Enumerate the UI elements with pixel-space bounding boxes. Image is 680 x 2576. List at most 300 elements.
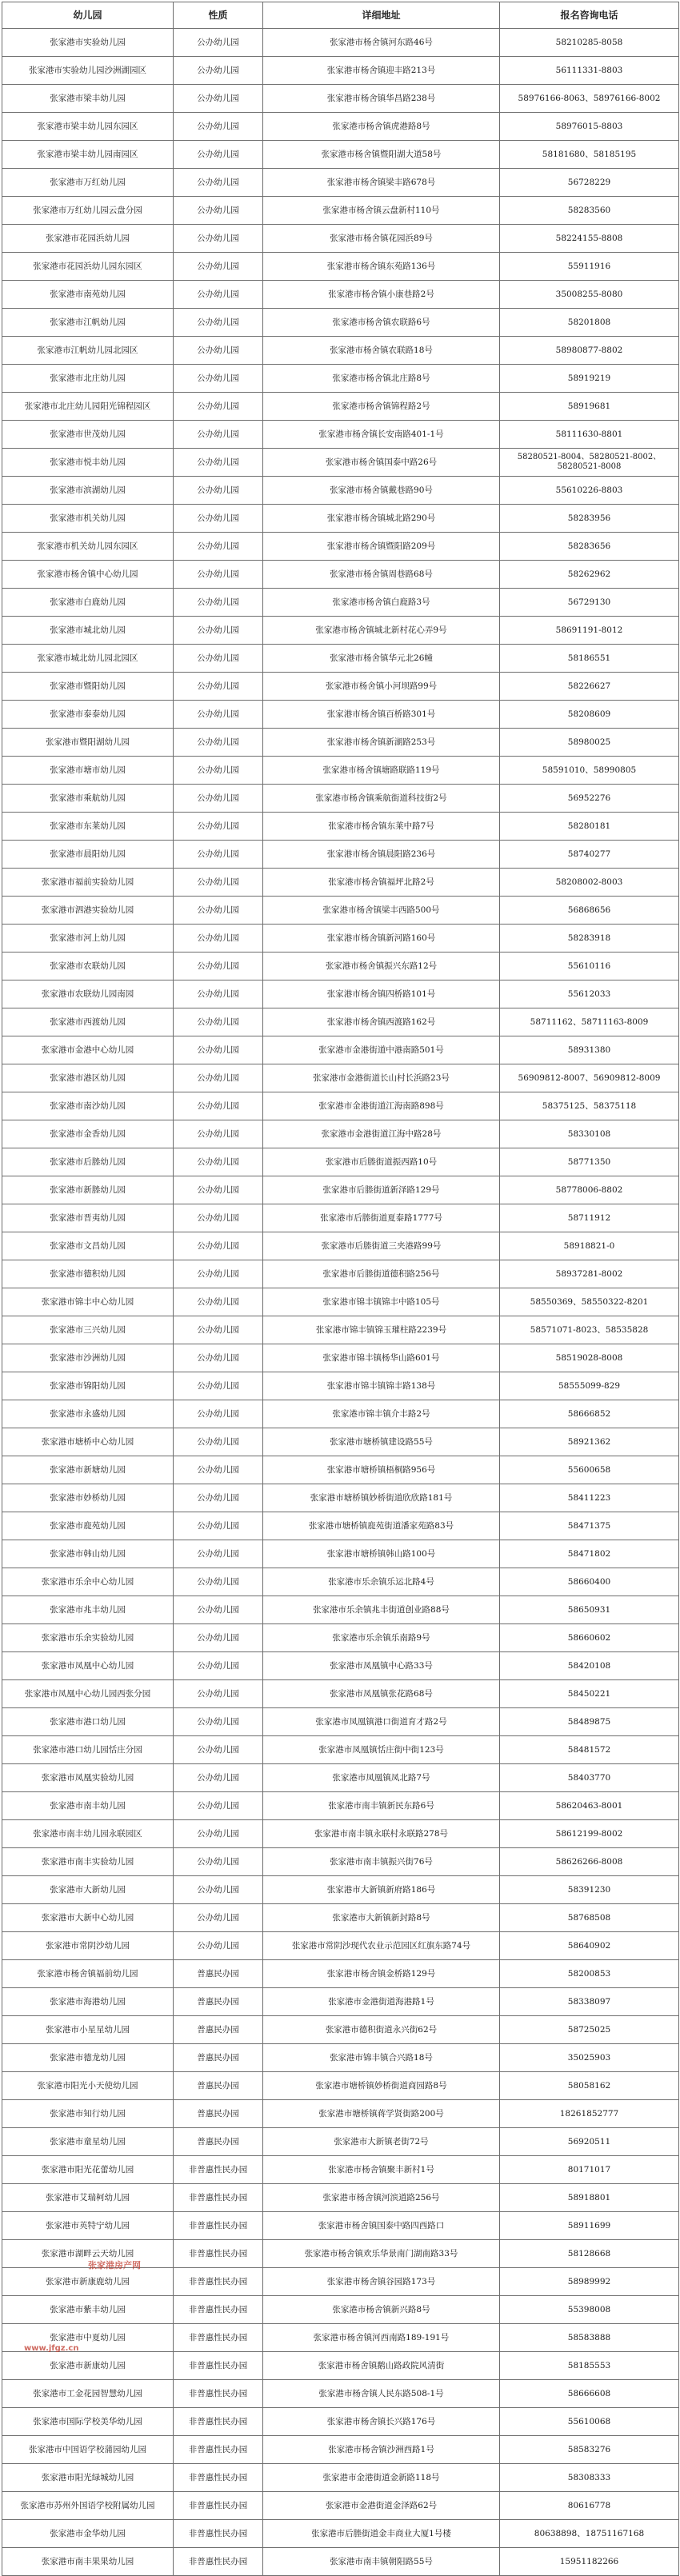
- table-row: [2, 365, 679, 393]
- cell-phone: 58226627: [500, 673, 679, 701]
- cell-phone: 58919681: [500, 393, 679, 421]
- cell-phone: 58208002-8003: [500, 869, 679, 897]
- cell-kindergarten: 张家港市韩山幼儿园: [2, 1540, 174, 1568]
- table-row: [2, 673, 679, 701]
- table-row: [2, 1848, 679, 1876]
- table-row: [2, 1540, 679, 1568]
- cell-address: 张家港市杨舍镇国泰中路四西路口: [263, 2212, 500, 2240]
- table-row: [2, 2072, 679, 2100]
- cell-phone: 58650931: [500, 1596, 679, 1624]
- table-body: [2, 29, 679, 2576]
- cell-address: 张家港市杨舍镇虎港路8号: [263, 113, 500, 141]
- cell-nature: 公办幼儿园: [174, 1036, 263, 1064]
- cell-kindergarten: 张家港市福前实验幼儿园: [2, 869, 174, 897]
- table-row: [2, 477, 679, 505]
- table-row: [2, 1764, 679, 1792]
- cell-kindergarten: 张家港市泗港实验幼儿园: [2, 897, 174, 925]
- cell-nature: 普惠民办园: [174, 1988, 263, 2016]
- cell-address: 张家港市塘桥镇妙桥街道商园路8号: [263, 2072, 500, 2100]
- cell-kindergarten: 张家港市乐余中心幼儿园: [2, 1568, 174, 1596]
- site-watermark-url: www.jfgz.cn: [24, 2344, 79, 2353]
- cell-phone: 56868656: [500, 897, 679, 925]
- cell-nature: 非普惠性民办园: [174, 2240, 263, 2268]
- cell-address: 张家港市金港街道金新路118号: [263, 2464, 500, 2492]
- cell-phone: 58128668: [500, 2240, 679, 2268]
- cell-phone: 58481572: [500, 1736, 679, 1764]
- table-row: [2, 1736, 679, 1764]
- cell-phone: 58208609: [500, 701, 679, 729]
- cell-kindergarten: 张家港市南丰幼儿园永联园区: [2, 1820, 174, 1848]
- cell-phone: 58919219: [500, 365, 679, 393]
- cell-nature: 公办幼儿园: [174, 449, 263, 477]
- cell-address: 张家港市杨舍镇暨阳路209号: [263, 533, 500, 561]
- cell-kindergarten: 张家港市梁丰幼儿园: [2, 85, 174, 113]
- cell-kindergarten: 张家港市港口幼儿园: [2, 1708, 174, 1736]
- table-row: [2, 2380, 679, 2408]
- cell-nature: 公办幼儿园: [174, 421, 263, 449]
- table-row: [2, 197, 679, 225]
- cell-phone: 58280521-8004、58280521-8002、58280521-8008: [500, 449, 679, 477]
- table-row: [2, 701, 679, 729]
- cell-phone: 58918821-0: [500, 1232, 679, 1260]
- cell-nature: 非普惠性民办园: [174, 2268, 263, 2296]
- cell-address: 张家港市大新镇新封路8号: [263, 1904, 500, 1932]
- cell-address: 张家港市后塍街道金丰商业大厦1号楼: [263, 2520, 500, 2548]
- cell-kindergarten: 张家港市三兴幼儿园: [2, 1316, 174, 1344]
- cell-kindergarten: 张家港市鹿苑幼儿园: [2, 1512, 174, 1540]
- cell-phone: 58911699: [500, 2212, 679, 2240]
- cell-kindergarten: 张家港市小星星幼儿园: [2, 2016, 174, 2044]
- table-row: [2, 729, 679, 757]
- cell-phone: 58489875: [500, 1708, 679, 1736]
- cell-nature: 公办幼儿园: [174, 1148, 263, 1176]
- cell-address: 张家港市锦丰镇锦玉璀柱路2239号: [263, 1316, 500, 1344]
- cell-address: 张家港市杨舍镇白鹿路3号: [263, 589, 500, 617]
- table-row: [2, 2324, 679, 2352]
- table-row: [2, 1512, 679, 1540]
- cell-kindergarten: 张家港市湖畔云天幼儿园: [2, 2240, 174, 2268]
- cell-address: 张家港市后塍街道振西路10号: [263, 1148, 500, 1176]
- header-nature: 性质: [174, 2, 263, 29]
- table-row: [2, 2520, 679, 2548]
- cell-kindergarten: 张家港市乘航幼儿园: [2, 785, 174, 813]
- cell-kindergarten: 张家港市南丰果果幼儿园: [2, 2548, 174, 2576]
- cell-kindergarten: 张家港市泰泰幼儿园: [2, 701, 174, 729]
- cell-address: 张家港市杨舍镇金桥路129号: [263, 1960, 500, 1988]
- cell-address: 张家港市杨舍镇国泰中路26号: [263, 449, 500, 477]
- cell-phone: 58550369、58550322-8201: [500, 1288, 679, 1316]
- cell-phone: 58711912: [500, 1204, 679, 1232]
- cell-kindergarten: 张家港市永盛幼儿园: [2, 1400, 174, 1428]
- cell-kindergarten: 张家港市杨舍镇中心幼儿园: [2, 561, 174, 589]
- cell-nature: 公办幼儿园: [174, 1344, 263, 1372]
- cell-kindergarten: 张家港市晨阳幼儿园: [2, 841, 174, 869]
- cell-address: 张家港市杨舍镇迎丰路213号: [263, 57, 500, 85]
- cell-phone: 58921362: [500, 1428, 679, 1456]
- cell-nature: 公办幼儿园: [174, 897, 263, 925]
- cell-phone: 15951182266: [500, 2548, 679, 2576]
- cell-phone: 55610226-8803: [500, 477, 679, 505]
- cell-nature: 公办幼儿园: [174, 1624, 263, 1652]
- table-row: [2, 141, 679, 169]
- table-row: [2, 589, 679, 617]
- cell-address: 张家港市金港街道中港南路501号: [263, 1036, 500, 1064]
- cell-nature: 普惠民办园: [174, 2100, 263, 2128]
- cell-kindergarten: 张家港市万红幼儿园云盘分园: [2, 197, 174, 225]
- cell-nature: 公办幼儿园: [174, 1400, 263, 1428]
- cell-kindergarten: 张家港市德龙幼儿园: [2, 2044, 174, 2072]
- table-row: [2, 1960, 679, 1988]
- table-row: [2, 2352, 679, 2380]
- cell-nature: 非普惠性民办园: [174, 2324, 263, 2352]
- cell-address: 张家港市锦丰镇杨华山路601号: [263, 1344, 500, 1372]
- cell-phone: 55398008: [500, 2296, 679, 2324]
- cell-address: 张家港市杨舍镇城北路290号: [263, 505, 500, 533]
- site-watermark: 张家港房产网: [88, 2260, 141, 2270]
- table-row: [2, 1288, 679, 1316]
- cell-nature: 公办幼儿园: [174, 1764, 263, 1792]
- cell-address: 张家港市杨舍镇农联路6号: [263, 309, 500, 337]
- cell-nature: 公办幼儿园: [174, 1120, 263, 1148]
- cell-nature: 普惠民办园: [174, 2072, 263, 2100]
- cell-kindergarten: 张家港市机关幼儿园: [2, 505, 174, 533]
- cell-phone: 58771350: [500, 1148, 679, 1176]
- cell-address: 张家港市杨舍镇晨阳路236号: [263, 841, 500, 869]
- cell-nature: 公办幼儿园: [174, 169, 263, 197]
- cell-phone: 58666608: [500, 2380, 679, 2408]
- table-row: [2, 57, 679, 85]
- cell-kindergarten: 张家港市凤凰中心幼儿园: [2, 1652, 174, 1680]
- cell-kindergarten: 张家港市新塘幼儿园: [2, 1456, 174, 1484]
- cell-address: 张家港市锦丰镇介丰路2号: [263, 1400, 500, 1428]
- cell-address: 张家港市杨舍镇振兴东路12号: [263, 953, 500, 980]
- table-row: [2, 169, 679, 197]
- cell-phone: 58338097: [500, 1988, 679, 2016]
- cell-nature: 公办幼儿园: [174, 953, 263, 980]
- table-row: [2, 2128, 679, 2156]
- cell-phone: 80638898、18751167168: [500, 2520, 679, 2548]
- cell-phone: 80616778: [500, 2492, 679, 2520]
- cell-address: 张家港市锦丰镇合兴路18号: [263, 2044, 500, 2072]
- cell-address: 张家港市后塍街道德积路256号: [263, 1260, 500, 1288]
- cell-nature: 非普惠性民办园: [174, 2380, 263, 2408]
- cell-phone: 58471802: [500, 1540, 679, 1568]
- table-row: [2, 925, 679, 953]
- table-row: [2, 645, 679, 673]
- cell-address: 张家港市金港街道江海中路28号: [263, 1120, 500, 1148]
- cell-nature: 公办幼儿园: [174, 1232, 263, 1260]
- cell-kindergarten: 张家港市机关幼儿园东园区: [2, 533, 174, 561]
- table-row: [2, 1792, 679, 1820]
- cell-address: 张家港市凤凰镇港口街道育才路2号: [263, 1708, 500, 1736]
- cell-address: 张家港市南丰镇振兴街76号: [263, 1848, 500, 1876]
- cell-kindergarten: 张家港市金港中心幼儿园: [2, 1036, 174, 1064]
- table-row: [2, 309, 679, 337]
- cell-nature: 公办幼儿园: [174, 253, 263, 281]
- cell-kindergarten: 张家港市艾瑞柯幼儿园: [2, 2184, 174, 2212]
- table-row: [2, 2212, 679, 2240]
- table-row: [2, 29, 679, 57]
- cell-nature: 非普惠性民办园: [174, 2296, 263, 2324]
- cell-kindergarten: 张家港市晋夷幼儿园: [2, 1204, 174, 1232]
- cell-kindergarten: 张家港市海港幼儿园: [2, 1988, 174, 2016]
- kindergarten-table: [2, 2, 679, 2576]
- table-row: [2, 1148, 679, 1176]
- cell-phone: 58330108: [500, 1120, 679, 1148]
- cell-phone: 58411223: [500, 1484, 679, 1512]
- cell-kindergarten: 张家港市凤凰中心幼儿园西张分园: [2, 1680, 174, 1708]
- table-row: [2, 1904, 679, 1932]
- cell-nature: 公办幼儿园: [174, 197, 263, 225]
- cell-phone: 58976166-8063、58976166-8002: [500, 85, 679, 113]
- cell-kindergarten: 张家港市东莱幼儿园: [2, 813, 174, 841]
- cell-nature: 公办幼儿园: [174, 1876, 263, 1904]
- cell-address: 张家港市杨舍镇北庄路8号: [263, 365, 500, 393]
- cell-phone: 56920511: [500, 2128, 679, 2156]
- cell-address: 张家港市乐余镇兆丰街道创业路88号: [263, 1596, 500, 1624]
- table-row: [2, 281, 679, 309]
- cell-nature: 公办幼儿园: [174, 1092, 263, 1120]
- cell-phone: 58918801: [500, 2184, 679, 2212]
- table-row: [2, 1204, 679, 1232]
- cell-nature: 非普惠性民办园: [174, 2184, 263, 2212]
- cell-address: 张家港市杨舍镇谷园路173号: [263, 2268, 500, 2296]
- table-row: [2, 85, 679, 113]
- cell-nature: 公办幼儿园: [174, 281, 263, 309]
- cell-address: 张家港市杨舍镇戴巷路90号: [263, 477, 500, 505]
- cell-phone: 56728229: [500, 169, 679, 197]
- cell-address: 张家港市后塍街道三夹港路99号: [263, 1232, 500, 1260]
- cell-kindergarten: 张家港市凤凰实验幼儿园: [2, 1764, 174, 1792]
- cell-phone: 55911916: [500, 253, 679, 281]
- cell-phone: 58283560: [500, 197, 679, 225]
- cell-phone: 58200853: [500, 1960, 679, 1988]
- table-row: [2, 813, 679, 841]
- cell-phone: 58931380: [500, 1036, 679, 1064]
- cell-address: 张家港市杨舍镇新湖路253号: [263, 729, 500, 757]
- cell-address: 张家港市杨舍镇鹅山路政院风清街: [263, 2352, 500, 2380]
- cell-kindergarten: 张家港市实验幼儿园: [2, 29, 174, 57]
- cell-nature: 公办幼儿园: [174, 589, 263, 617]
- cell-address: 张家港市南丰镇新民东路6号: [263, 1792, 500, 1820]
- cell-nature: 公办幼儿园: [174, 1708, 263, 1736]
- cell-kindergarten: 张家港市中国语学校蒲园幼儿园: [2, 2436, 174, 2464]
- cell-phone: 58181680、58185195: [500, 141, 679, 169]
- cell-kindergarten: 张家港市万红幼儿园: [2, 169, 174, 197]
- table-row: [2, 1176, 679, 1204]
- cell-kindergarten: 张家港市农联幼儿园南园: [2, 980, 174, 1008]
- cell-nature: 公办幼儿园: [174, 1652, 263, 1680]
- cell-address: 张家港市杨舍镇四桥路101号: [263, 980, 500, 1008]
- cell-nature: 非普惠性民办园: [174, 2212, 263, 2240]
- cell-phone: 58660602: [500, 1624, 679, 1652]
- cell-nature: 公办幼儿园: [174, 785, 263, 813]
- table-row: [2, 2044, 679, 2072]
- cell-address: 张家港市金港街道江海南路898号: [263, 1092, 500, 1120]
- cell-phone: 58711162、58711163-8009: [500, 1008, 679, 1036]
- cell-nature: 公办幼儿园: [174, 477, 263, 505]
- cell-phone: 58778006-8802: [500, 1176, 679, 1204]
- table-row: [2, 337, 679, 365]
- cell-nature: 公办幼儿园: [174, 1176, 263, 1204]
- table-row: [2, 1008, 679, 1036]
- table-header: [2, 2, 679, 29]
- cell-address: 张家港市塘桥镇鹿苑街道潘家苑路83号: [263, 1512, 500, 1540]
- cell-address: 张家港市杨舍镇西渡路162号: [263, 1008, 500, 1036]
- cell-kindergarten: 张家港市知行幼儿园: [2, 2100, 174, 2128]
- cell-nature: 公办幼儿园: [174, 1904, 263, 1932]
- cell-address: 张家港市杨舍镇小河坝路99号: [263, 673, 500, 701]
- cell-kindergarten: 张家港市南沙幼儿园: [2, 1092, 174, 1120]
- cell-address: 张家港市乐余镇乐南路9号: [263, 1624, 500, 1652]
- cell-nature: 公办幼儿园: [174, 1484, 263, 1512]
- cell-address: 张家港市杨舍镇东苑路136号: [263, 253, 500, 281]
- cell-nature: 公办幼儿园: [174, 645, 263, 673]
- cell-nature: 普惠民办园: [174, 1960, 263, 1988]
- table-row: [2, 1456, 679, 1484]
- table-row: [2, 1596, 679, 1624]
- header-phone: 报名咨询电话: [500, 2, 679, 29]
- cell-address: 张家港市后塍街道夏泰路1777号: [263, 1204, 500, 1232]
- cell-nature: 公办幼儿园: [174, 813, 263, 841]
- cell-kindergarten: 张家港市大新幼儿园: [2, 1876, 174, 1904]
- cell-address: 张家港市杨舍镇新兴路8号: [263, 2296, 500, 2324]
- cell-kindergarten: 张家港市新塍幼儿园: [2, 1176, 174, 1204]
- header-address: 详细地址: [263, 2, 500, 29]
- cell-kindergarten: 张家港市沙洲幼儿园: [2, 1344, 174, 1372]
- cell-phone: 58591010、58990805: [500, 757, 679, 785]
- cell-nature: 公办幼儿园: [174, 1064, 263, 1092]
- cell-address: 张家港市凤凰镇张花路68号: [263, 1680, 500, 1708]
- table-row: [2, 2100, 679, 2128]
- cell-phone: 58420108: [500, 1652, 679, 1680]
- table-row: [2, 1652, 679, 1680]
- cell-address: 张家港市杨舍镇塘路联路119号: [263, 757, 500, 785]
- cell-phone: 58937281-8002: [500, 1260, 679, 1288]
- cell-phone: 58280181: [500, 813, 679, 841]
- cell-address: 张家港市杨舍镇城北新村花心弄9号: [263, 617, 500, 645]
- cell-nature: 普惠民办园: [174, 2044, 263, 2072]
- table-row: [2, 1036, 679, 1064]
- cell-phone: 58666852: [500, 1400, 679, 1428]
- cell-phone: 58185553: [500, 2352, 679, 2380]
- table-row: [2, 757, 679, 785]
- cell-phone: 55600658: [500, 1456, 679, 1484]
- cell-address: 张家港市杨舍镇沙洲西路1号: [263, 2436, 500, 2464]
- cell-kindergarten: 张家港市常阴沙幼儿园: [2, 1932, 174, 1960]
- table-row: [2, 113, 679, 141]
- cell-nature: 公办幼儿园: [174, 1204, 263, 1232]
- cell-nature: 公办幼儿园: [174, 29, 263, 57]
- cell-address: 张家港市乐余镇乐运北路4号: [263, 1568, 500, 1596]
- cell-kindergarten: 张家港市梁丰幼儿园南园区: [2, 141, 174, 169]
- table-row: [2, 2016, 679, 2044]
- cell-nature: 公办幼儿园: [174, 1260, 263, 1288]
- table-row: [2, 449, 679, 477]
- cell-nature: 公办幼儿园: [174, 1736, 263, 1764]
- cell-address: 张家港市杨舍镇乘航街道科技街2号: [263, 785, 500, 813]
- cell-phone: 55610068: [500, 2408, 679, 2436]
- cell-nature: 普惠民办园: [174, 2016, 263, 2044]
- cell-phone: 58980877-8802: [500, 337, 679, 365]
- cell-address: 张家港市凤凰镇中心路33号: [263, 1652, 500, 1680]
- cell-nature: 公办幼儿园: [174, 1316, 263, 1344]
- cell-kindergarten: 张家港市滨湖幼儿园: [2, 477, 174, 505]
- cell-address: 张家港市杨舍镇华元北26幢: [263, 645, 500, 673]
- cell-kindergarten: 张家港市苏州外国语学校附属幼儿园: [2, 2492, 174, 2520]
- cell-kindergarten: 张家港市乐余实验幼儿园: [2, 1624, 174, 1652]
- cell-nature: 公办幼儿园: [174, 85, 263, 113]
- cell-nature: 公办幼儿园: [174, 1456, 263, 1484]
- table-row: [2, 1428, 679, 1456]
- table-row: [2, 421, 679, 449]
- cell-nature: 公办幼儿园: [174, 617, 263, 645]
- cell-address: 张家港市凤凰镇凤北路7号: [263, 1764, 500, 1792]
- cell-kindergarten: 张家港市童星幼儿园: [2, 2128, 174, 2156]
- cell-kindergarten: 张家港市城北幼儿园: [2, 617, 174, 645]
- cell-kindergarten: 张家港市北庄幼儿园阳光锦程园区: [2, 393, 174, 421]
- cell-kindergarten: 张家港市文昌幼儿园: [2, 1232, 174, 1260]
- cell-kindergarten: 张家港市金华幼儿园: [2, 2520, 174, 2548]
- table-row: [2, 2464, 679, 2492]
- table-row: [2, 1400, 679, 1428]
- cell-phone: 58989992: [500, 2268, 679, 2296]
- cell-nature: 公办幼儿园: [174, 980, 263, 1008]
- cell-kindergarten: 张家港市江帆幼儿园: [2, 309, 174, 337]
- cell-kindergarten: 张家港市锦丰中心幼儿园: [2, 1288, 174, 1316]
- table-row: [2, 253, 679, 281]
- table-row: [2, 533, 679, 561]
- cell-nature: 公办幼儿园: [174, 365, 263, 393]
- cell-phone: 56111331-8803: [500, 57, 679, 85]
- table-row: [2, 1988, 679, 2016]
- table-row: [2, 869, 679, 897]
- cell-phone: 58660400: [500, 1568, 679, 1596]
- cell-address: 张家港市杨舍镇河西南路189-191号: [263, 2324, 500, 2352]
- cell-phone: 58058162: [500, 2072, 679, 2100]
- cell-kindergarten: 张家港市塘市幼儿园: [2, 757, 174, 785]
- cell-kindergarten: 张家港市城北幼儿园北园区: [2, 645, 174, 673]
- cell-kindergarten: 张家港市中夏幼儿园: [2, 2324, 174, 2352]
- cell-phone: 58471375: [500, 1512, 679, 1540]
- cell-address: 张家港市塘桥镇梧桐路956号: [263, 1456, 500, 1484]
- cell-address: 张家港市杨舍镇长安南路401-1号: [263, 421, 500, 449]
- cell-kindergarten: 张家港市英特宁幼儿园: [2, 2212, 174, 2240]
- cell-phone: 58976015-8803: [500, 113, 679, 141]
- cell-nature: 公办幼儿园: [174, 393, 263, 421]
- table-row: [2, 225, 679, 253]
- cell-phone: 58640902: [500, 1932, 679, 1960]
- cell-phone: 58375125、58375118: [500, 1092, 679, 1120]
- cell-kindergarten: 张家港市花园浜幼儿园: [2, 225, 174, 253]
- cell-kindergarten: 张家港市港口幼儿园恬庄分园: [2, 1736, 174, 1764]
- cell-kindergarten: 张家港市江帆幼儿园北园区: [2, 337, 174, 365]
- cell-address: 张家港市德积街道永兴街62号: [263, 2016, 500, 2044]
- table-row: [2, 1484, 679, 1512]
- cell-address: 张家港市杨舍镇梁丰路678号: [263, 169, 500, 197]
- cell-nature: 公办幼儿园: [174, 1596, 263, 1624]
- cell-address: 张家港市杨舍镇福坪北路2号: [263, 869, 500, 897]
- cell-phone: 58740277: [500, 841, 679, 869]
- cell-address: 张家港市杨舍镇河东路46号: [263, 29, 500, 57]
- table-row: [2, 1064, 679, 1092]
- cell-nature: 公办幼儿园: [174, 1008, 263, 1036]
- cell-nature: 公办幼儿园: [174, 533, 263, 561]
- table-row: [2, 2184, 679, 2212]
- cell-address: 张家港市杨舍镇东莱中路7号: [263, 813, 500, 841]
- cell-nature: 公办幼儿园: [174, 729, 263, 757]
- cell-address: 张家港市杨舍镇云盘新村110号: [263, 197, 500, 225]
